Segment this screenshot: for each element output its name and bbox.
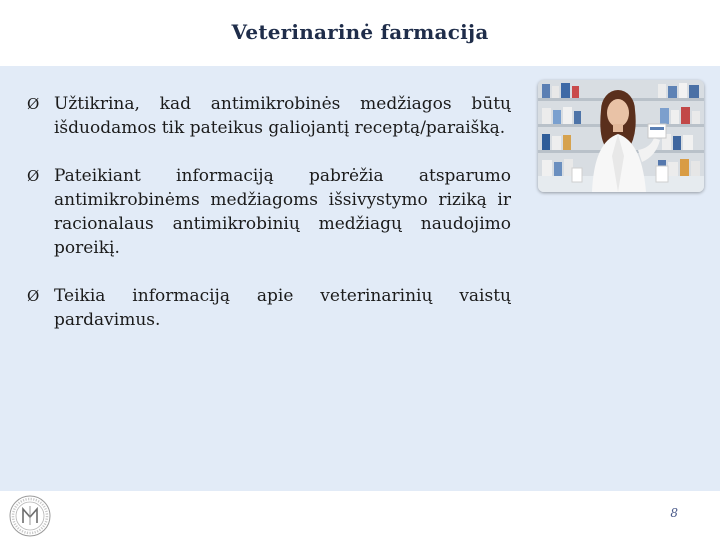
bullet-item (27, 284, 511, 332)
slide-title: Veterinarinė farmacija (231, 20, 489, 44)
bullet-item (27, 92, 511, 140)
arrow-bullet-icon: Ø (27, 95, 40, 113)
page-number: 8 (670, 506, 678, 520)
bullet-list (27, 92, 511, 332)
bullet-text: Pateikiant informaciją pabrėžia atsparumo antimikrobinėms medžiagoms išsivystymo riziką ir racionalaus antimikrobinių medžiagų naudojimo poreikį. (54, 166, 511, 258)
arrow-bullet-icon: Ø (27, 287, 40, 305)
pharmacist-photo (538, 80, 704, 192)
title-bar (0, 0, 720, 66)
arrow-bullet-icon: Ø (27, 167, 40, 185)
footer (0, 491, 720, 540)
bullet-text: Užtikrina, kad antimikrobinės medžiagos būtų išduodamos tik pateikus galiojantį receptą/paraišką. (54, 94, 511, 138)
university-seal-logo (8, 494, 52, 538)
bullet-item (27, 164, 511, 260)
bullet-text: Teikia informaciją apie veterinarinių vaistų pardavimus. (54, 286, 511, 330)
